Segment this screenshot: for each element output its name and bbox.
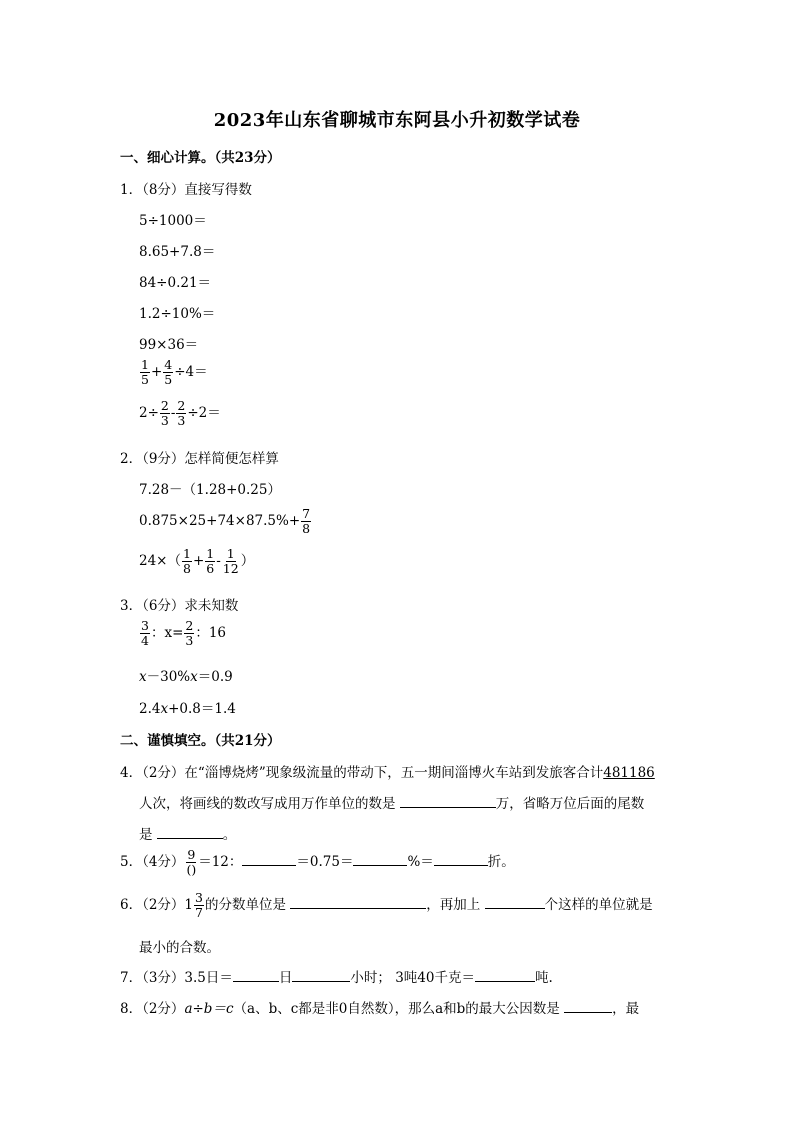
q1-item-7: 2÷ $\frac{2}{3}$ - $\frac{2}{3}$ ÷2＝: [139, 398, 221, 428]
q2-expr-2: 0.875×25+74×87.5%+ $\frac{7}{8}$: [139, 506, 311, 536]
question-7: 7．（3分）3.5日＝ 日 小时； 3吨40千克＝ 吨.: [120, 966, 553, 986]
answer-blank[interactable]: [400, 793, 496, 808]
answer-blank[interactable]: [353, 851, 407, 866]
fraction: $\frac{1}{5}$: [141, 357, 149, 387]
q3-eq-2: x－30%x＝0.9: [139, 669, 233, 685]
question-1-heading: 1．（8分）直接写得数: [120, 182, 252, 198]
question-6-cont: 最小的合数。: [139, 940, 220, 956]
q3-eq-3: 2.4x+0.8＝1.4: [139, 701, 236, 717]
q2-expr-1: 7.28－（1.28+0.25）: [139, 482, 281, 498]
q1-item-3: 84÷0.21＝: [139, 275, 212, 291]
answer-blank[interactable]: [564, 998, 612, 1013]
fraction: $\frac{7}{8}$: [302, 506, 311, 536]
q2-expr-3: 24×（ $\frac{1}{8}$ + $\frac{1}{6}$ - $\frac{1}{12}$ ）: [139, 546, 255, 576]
fraction: $\frac{1}{8}$: [183, 546, 191, 576]
q1-item-6: $\frac{1}{5}$ + $\frac{4}{5}$ ÷4＝: [141, 357, 208, 387]
fraction: $\frac{4}{5}$: [164, 357, 173, 387]
question-4-cont: 人次，将画线的数改写成用万作单位的数是 万，省略万位后面的尾数: [139, 792, 644, 812]
question-4: 4．（2分）在“淄博烧烤”现象级流量的带动下，五一期间淄博火车站到发旅客合计481186: [120, 765, 655, 781]
answer-blank[interactable]: [434, 851, 488, 866]
answer-blank[interactable]: [290, 894, 426, 909]
q3-eq-1: $\frac{3}{4}$ ：x= $\frac{2}{3}$ ：16: [141, 618, 227, 648]
question-8: 8．（2分）a÷b＝c（a、b、c都是非0自然数），那么a和b的最大公因数是 ，最: [120, 997, 639, 1017]
question-5: 5．（4分） $\frac{9}{()}$ ＝12： ＝0.75＝ %＝ 折。: [120, 847, 515, 877]
q1-item-4: 1.2÷10%＝: [139, 306, 216, 322]
q1-item-1: 5÷1000＝: [139, 213, 207, 229]
question-2-heading: 2．（9分）怎样简便怎样算: [120, 451, 279, 467]
answer-blank[interactable]: [292, 967, 350, 982]
q1-item-5: 99×36＝: [139, 337, 199, 353]
answer-blank[interactable]: [485, 894, 545, 909]
fraction: $\frac{2}{3}$: [185, 618, 194, 648]
page-title: 2023年山东省聊城市东阿县小升初数学试卷: [213, 110, 581, 131]
fraction: $\frac{2}{3}$: [160, 398, 169, 428]
answer-blank[interactable]: [233, 967, 279, 982]
section-heading-2: 二、谨慎填空。（共21分）: [120, 733, 281, 749]
answer-blank[interactable]: [475, 967, 535, 982]
fraction: $\frac{2}{3}$: [177, 398, 186, 428]
q1-item-2: 8.65+7.8＝: [139, 244, 216, 260]
question-3-heading: 3．（6分）求未知数: [120, 598, 239, 614]
fraction: $\frac{3}{7}$: [195, 890, 203, 920]
fraction: $\frac{1}{12}$: [222, 546, 239, 576]
question-6: 6．（2分）1 $\frac{3}{7}$ 的分数单位是 ，再加上 个这样的单位就是: [120, 890, 653, 920]
fraction: $\frac{1}{6}$: [206, 546, 215, 576]
section-heading-1: 一、细心计算。（共23分）: [120, 150, 281, 166]
underlined-number: 481186: [603, 765, 655, 781]
fraction: $\frac{3}{4}$: [141, 618, 149, 648]
answer-blank[interactable]: [242, 851, 296, 866]
answer-blank[interactable]: [157, 824, 223, 839]
fraction: $\frac{9}{()}$: [186, 847, 197, 877]
question-4-cont-2: 是 。: [139, 823, 236, 843]
